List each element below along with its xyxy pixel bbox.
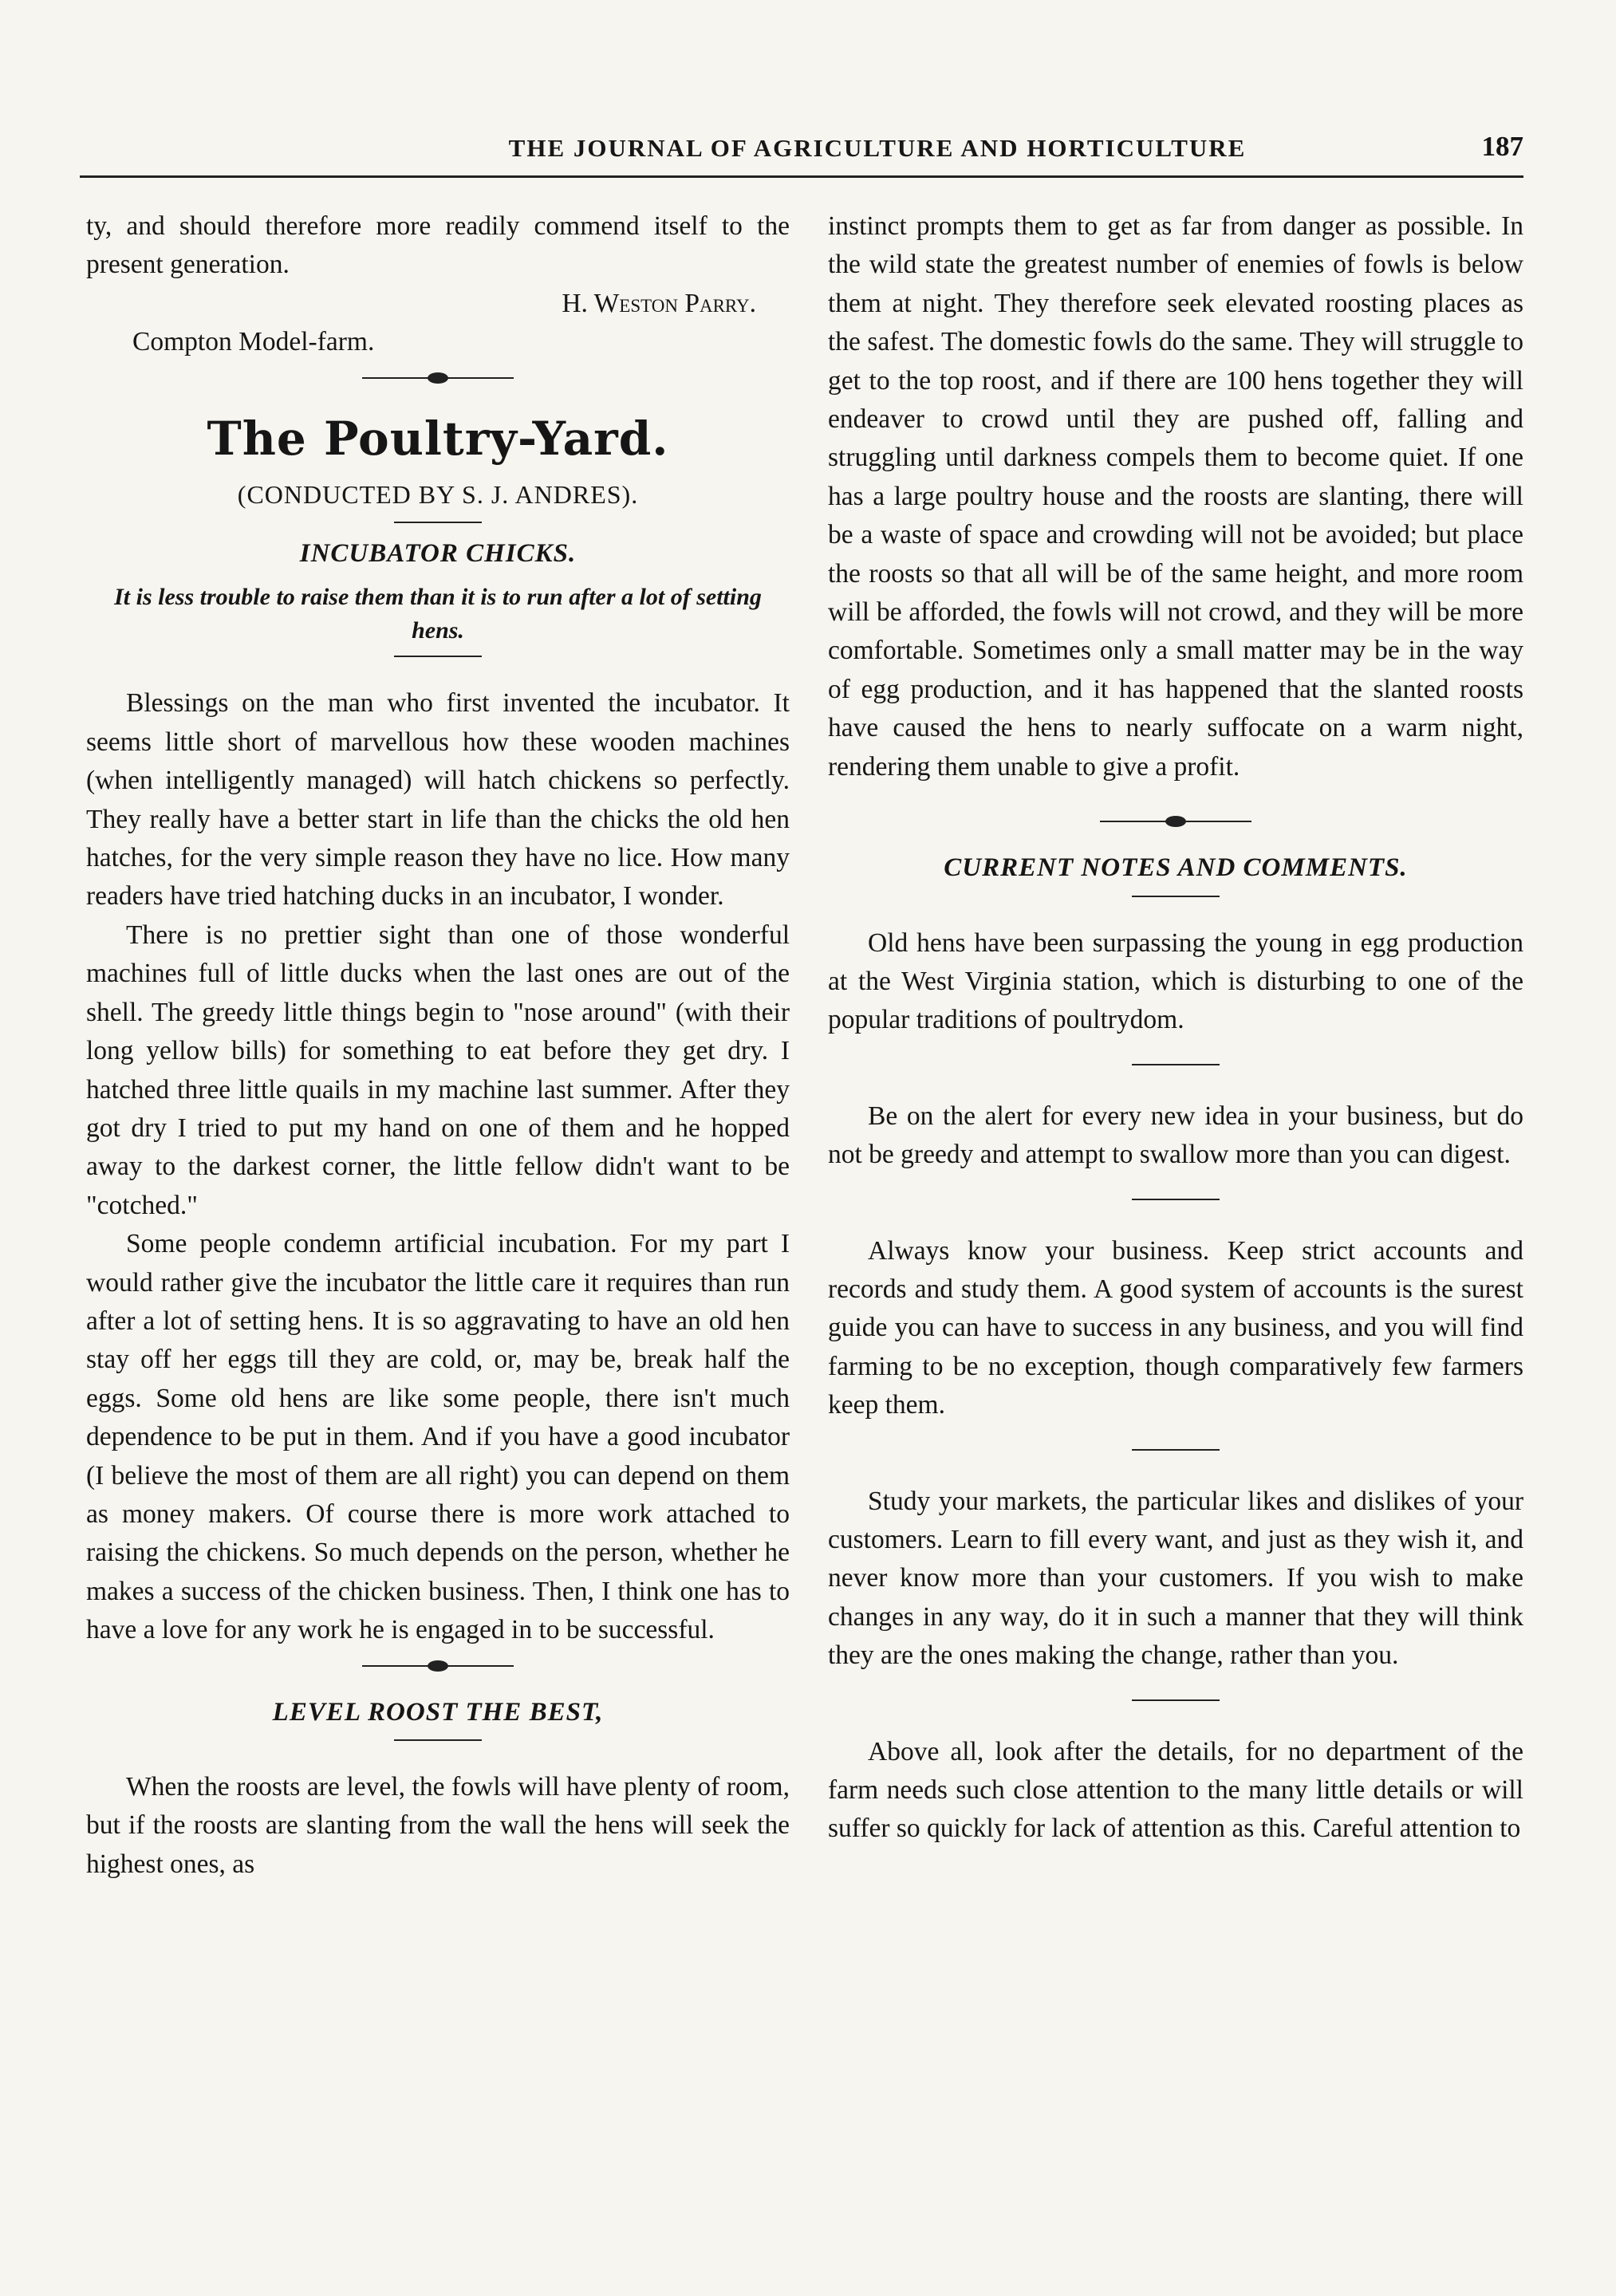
short-divider xyxy=(1132,1199,1220,1200)
short-divider xyxy=(394,522,482,523)
short-divider xyxy=(1132,1064,1220,1065)
header-rule xyxy=(80,175,1523,178)
article-title-incubator: INCUBATOR CHICKS. xyxy=(299,539,577,569)
note-paragraph: Be on the alert for every new idea in your business, but do not be greedy and attempt to swallow more than you can digest. xyxy=(828,1101,1523,1170)
ornamental-divider xyxy=(86,362,790,394)
page-number: 187 xyxy=(1481,131,1523,162)
short-divider xyxy=(1132,896,1220,897)
article-paragraph: There is no prettier sight than one of those wonderful machines full of little ducks when the last ones are out of the shell. The greedy little things begin to "nose around" (with their long yellow bills) for something to eat before they get dry. I hatched three little quails in my machine last summer. After they got dry I tried to put my hand on one of them and he hopped away to the darkest corner, the little fellow didn't want to be "cotched." xyxy=(86,920,790,1220)
section-editor: (CONDUCTED BY S. J. ANDRES). xyxy=(237,479,639,509)
section-title: The Poultry-Yard. xyxy=(207,411,669,466)
article-title-level-roost: LEVEL ROOST THE BEST, xyxy=(272,1697,604,1727)
article-paragraph: Blessings on the man who first invented the incubator. It seems little short of marvellous how these wooden machines (when intelligently managed) will hatch chickens so perfectly. They really have a better start in life than the chicks the old hen hatches, for the very simple reason they have no lice. How many readers have tried hatching ducks in an incubator, I wonder. xyxy=(86,688,790,912)
article-subtitle: It is less trouble to raise them than it is to run after a lot of setting hens. xyxy=(114,584,762,644)
author-signature: H. Weston Parry. xyxy=(562,288,756,318)
previous-article-ending: ty, and should therefore more readily commend itself to the present generation. xyxy=(86,211,790,280)
note-paragraph: Old hens have been surpassing the young in egg production at the West Virginia station, which is disturbing to one of the popular traditions of poultrydom. xyxy=(828,927,1523,1035)
left-column xyxy=(86,207,790,1884)
short-divider xyxy=(394,1739,482,1741)
short-divider xyxy=(1132,1699,1220,1701)
short-divider xyxy=(394,656,482,657)
note-paragraph: Above all, look after the details, for no department of the farm needs such close attention to the many little details or will suffer so quickly for lack of attention as this. Careful attention to xyxy=(828,1736,1523,1844)
right-column xyxy=(828,207,1523,1849)
short-divider xyxy=(1132,1449,1220,1451)
author-place: Compton Model-farm. xyxy=(132,327,375,357)
article-paragraph: When the roosts are level, the fowls will have plenty of room, but if the roosts are slanting from the wall the hens will seek the highest ones, as xyxy=(86,1772,790,1879)
ornamental-divider xyxy=(828,805,1523,837)
running-head xyxy=(80,131,1523,166)
ornamental-divider xyxy=(86,1650,790,1682)
note-paragraph: Study your markets, the particular likes and dislikes of your customers. Learn to fill every want, and just as they wish it, and never know more than your customers. If you wish to make changes in any way, do it in such a manner that they will think they are the ones making the change, rather than you. xyxy=(828,1486,1523,1671)
note-paragraph: Always know your business. Keep strict accounts and records and study them. A good system of accounts is the surest guide you can have to success in any business, and you will find farming to be no exception, though comparatively few farmers keep them. xyxy=(828,1235,1523,1420)
article-paragraph: Some people condemn artificial incubation. For my part I would rather give the incubator the little care it requires than run after a lot of setting hens. It is so aggravating to have an old hen stay off her eggs till they are cold, or, may be, break half the eggs. Some old hens are like some people, there isn't much dependence to be put in them. And if you have a good incubator (I believe the most of them are all right) you can depend on them as money makers. Of course there is more work attached to raising the chickens. So much depends on the person, whether he makes a success of the chicken business. Then, I think one has to have a love for any work he is engaged in to be successful. xyxy=(86,1229,790,1645)
journal-title: THE JOURNAL OF AGRICULTURE AND HORTICULTURE xyxy=(508,134,1247,162)
notes-title: CURRENT NOTES AND COMMENTS. xyxy=(944,853,1408,883)
article-continuation: instinct prompts them to get as far from danger as possible. In the wild state the greatest number of enemies of fowls is below them at night. They therefore seek elevated roosting places as the safest. The domestic fowls do the same. They will struggle to get to the top roost, and if there are 100 hens together they will endeaver to crowd until they are pushed off, falling and struggling until darkness compels them to become quiet. If one has a large poultry house and the roosts are slanting, there will be a waste of space and crowding will not be avoided; but place the roosts so that all will be of the same height, and more room will be afforded, the fowls will not crowd, and they will be more comfortable. Sometimes only a small matter may be in the way of egg production, and it has happened that the slanted roosts have caused the hens to nearly suffocate on a warm night, rendering them unable to give a profit. xyxy=(828,211,1523,782)
